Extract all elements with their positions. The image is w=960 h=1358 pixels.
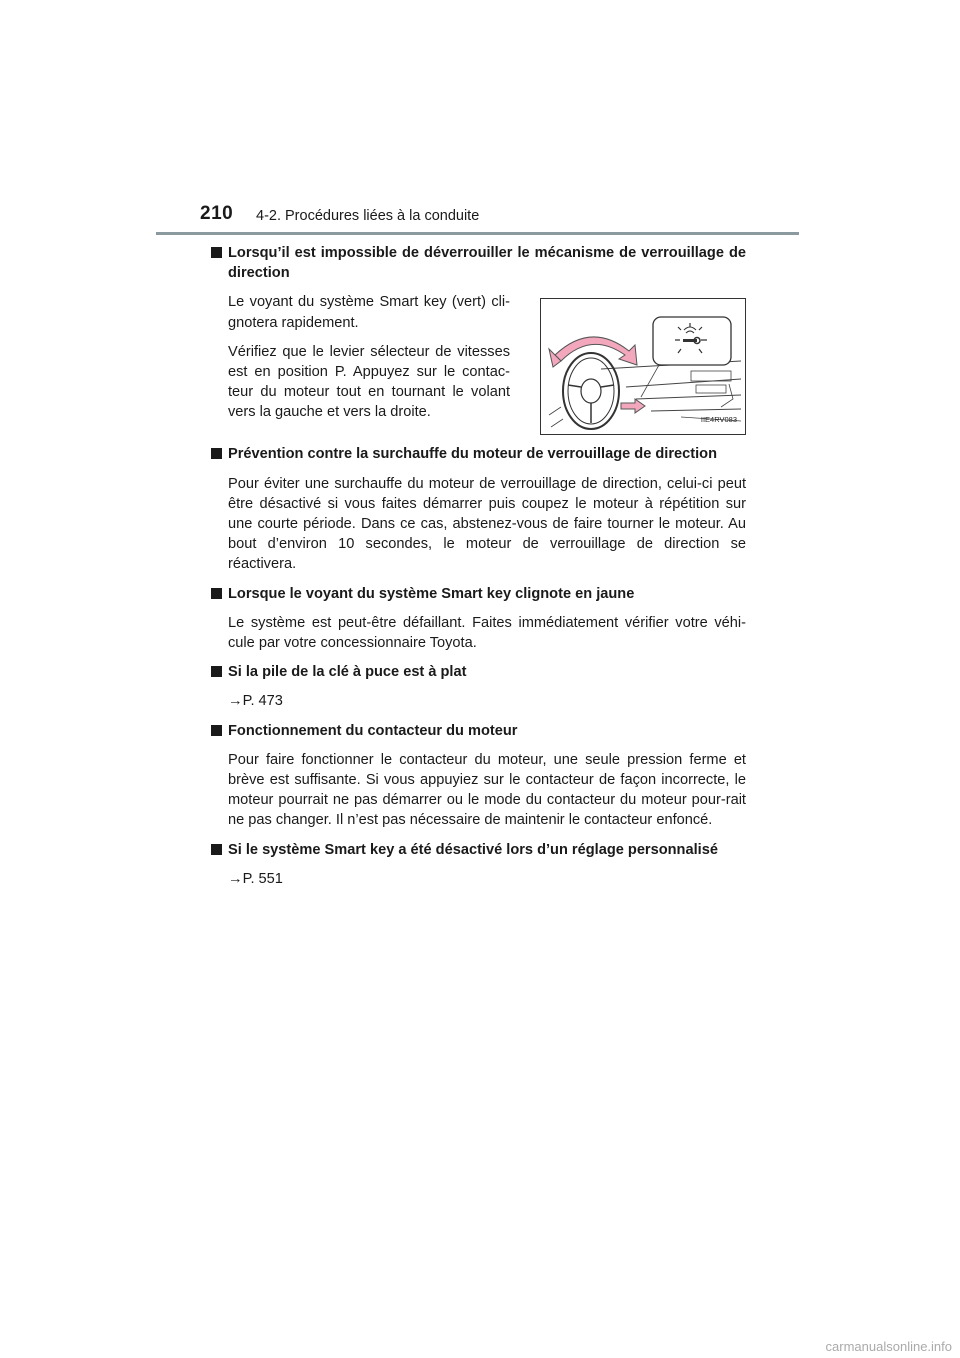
figure-code: IIE4RV083 [700, 415, 737, 425]
page-number: 210 [200, 203, 234, 224]
section-heading [210, 721, 746, 741]
text-with-figure [210, 292, 746, 435]
section-steering-lock [210, 243, 746, 435]
paragraph: Le système est peut-être défaillant. Faites immédiatement vérifier votre véhi-cule par votre concessionnaire Toyota. [228, 614, 746, 652]
paragraph: Vérifiez que le levier sélecteur de vitesses est en position P. Appuyez sur le contac-teur du moteur tout en tournant le volant vers la gauche et vers la droite. [228, 343, 510, 421]
heading-text: Lorsqu’il est impossible de déverrouiller le mécanisme de verrouillage de direction [228, 245, 746, 282]
page-reference-link[interactable]: →P. 473 [228, 693, 283, 710]
section-heading [210, 243, 746, 283]
split-text [210, 292, 510, 431]
section-heading [210, 840, 746, 860]
square-bullet-icon [211, 448, 222, 459]
paragraph: Le voyant du système Smart key (vert) cli-gnotera rapidement. [228, 294, 510, 331]
section-smart-key-disabled [210, 840, 746, 889]
heading-text: Si le système Smart key a été désactivé lors d’un réglage personnalisé [228, 841, 718, 858]
page-content [210, 243, 746, 898]
watermark: carmanualsonline.info [825, 1339, 952, 1354]
section-heading [210, 662, 746, 682]
section-battery-flat [210, 662, 746, 711]
square-bullet-icon [211, 844, 222, 855]
heading-text: Lorsque le voyant du système Smart key clignote en jaune [228, 585, 635, 602]
chapter-title: 4-2. Procédures liées à la conduite [256, 208, 480, 224]
paragraph: Pour éviter une surchauffe du moteur de verrouillage de direction, celui-ci peut être désactivé si vous faites démarrer puis coupez le moteur à répétition sur une courte période. Dans ce cas, abstenez-vous de faire tourner le moteur. Au bout d’environ 10 secondes, le moteur de verrouillage de direction se réactivera. [228, 475, 746, 573]
section-engine-switch [210, 721, 746, 831]
heading-text: Fonctionnement du contacteur du moteur [228, 722, 518, 739]
heading-text: Prévention contre la surchauffe du moteur de verrouillage de direction [228, 446, 717, 463]
square-bullet-icon [211, 666, 222, 677]
section-heading [210, 584, 746, 604]
rotation-arrow-icon [555, 337, 637, 365]
heading-text: Si la pile de la clé à puce est à plat [228, 664, 467, 681]
section-overheat [210, 444, 746, 574]
square-bullet-icon [211, 247, 222, 258]
steering-wheel-illustration [540, 298, 746, 435]
page-reference-link[interactable]: →P. 551 [228, 870, 283, 887]
section-heading [210, 444, 746, 464]
square-bullet-icon [211, 588, 222, 599]
paragraph: Pour faire fonctionner le contacteur du moteur, une seule pression ferme et brève est suffisante. Si vous appuyiez sur le contacteur de façon incorrecte, le moteur pourrait ne pas démarrer ou le mode du contacteur du moteur pour-rait ne pas changer. Il n’est pas nécessaire de maintenir le contacteur enfoncé. [228, 751, 746, 829]
section-yellow-indicator [210, 584, 746, 654]
square-bullet-icon [211, 725, 222, 736]
push-arrow-icon [621, 399, 645, 413]
header-rule [156, 232, 799, 235]
